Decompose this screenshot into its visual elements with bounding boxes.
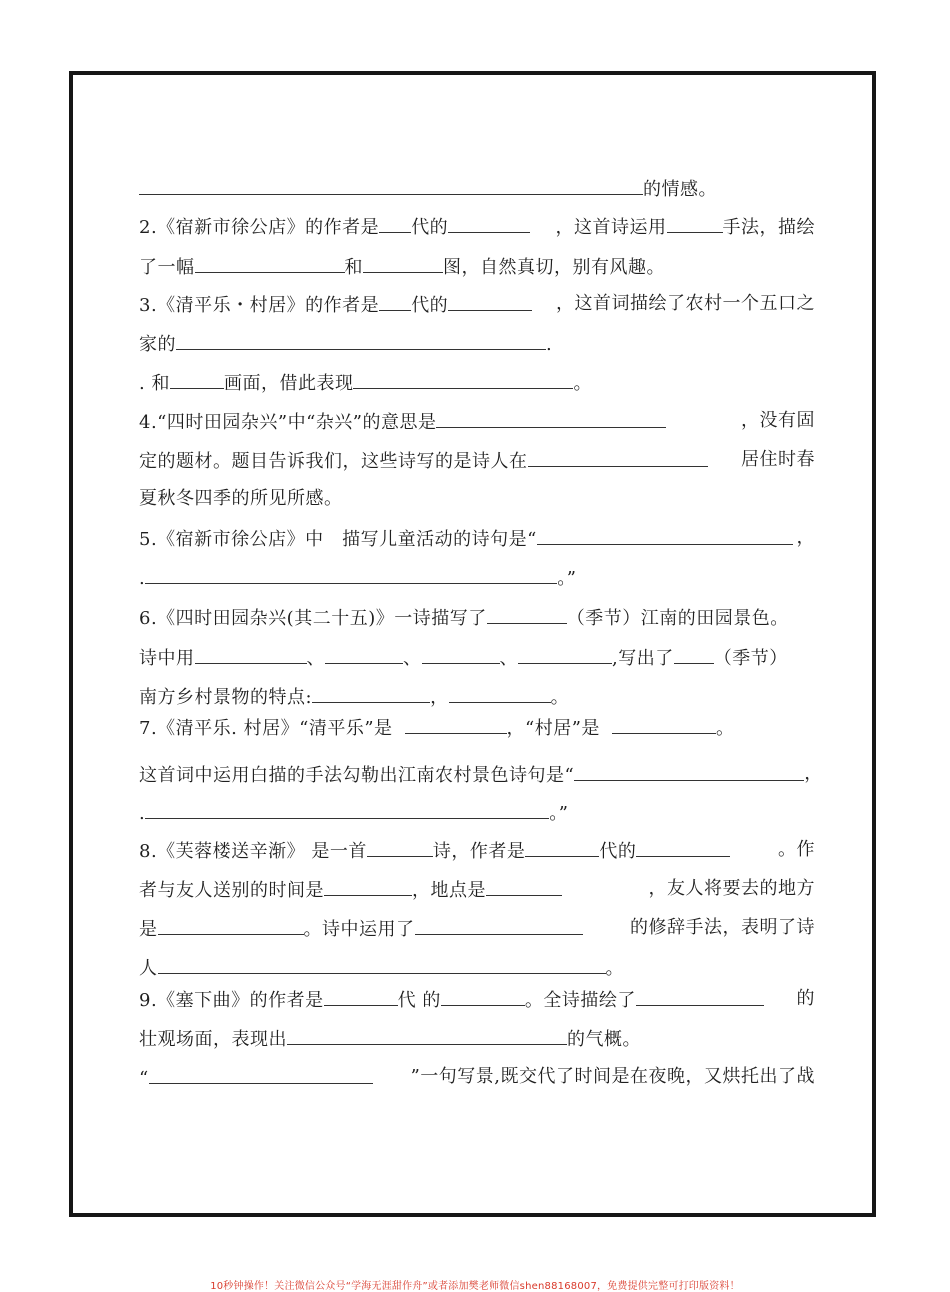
answer-blank[interactable]	[449, 684, 551, 703]
question-3-line-2	[139, 331, 815, 357]
answer-blank[interactable]	[363, 254, 443, 273]
text: .	[139, 803, 146, 824]
text: 、	[499, 648, 518, 669]
text: ，	[804, 763, 823, 784]
text: 手法，描绘	[722, 217, 815, 238]
text: ，友人将要去的地方	[648, 878, 815, 899]
answer-blank[interactable]	[415, 916, 583, 935]
question-5-line-1	[139, 526, 815, 552]
text: 。	[715, 718, 735, 739]
answer-blank[interactable]	[528, 448, 708, 467]
text: 5.《宿新市徐公店》中 描写儿童活动的诗句是“	[139, 529, 537, 550]
text: 9.《塞下曲》的作者是	[139, 990, 324, 1011]
answer-blank[interactable]	[379, 292, 411, 311]
text: 。	[573, 373, 592, 394]
text: （季节）江南的田园景色。	[566, 608, 789, 629]
question-9-line-2	[139, 1026, 815, 1052]
answer-blank[interactable]	[574, 762, 804, 781]
text: 代 的	[397, 990, 441, 1011]
answer-blank[interactable]	[636, 987, 764, 1006]
text: ，这首词描绘了农村一个五口之	[556, 293, 815, 314]
answer-blank[interactable]	[353, 370, 573, 389]
answer-blank[interactable]	[325, 645, 403, 664]
text: 和	[344, 257, 363, 278]
question-4-line-3	[139, 487, 815, 511]
answer-blank[interactable]	[379, 214, 411, 233]
text: 诗中用	[139, 648, 195, 669]
answer-blank[interactable]	[176, 331, 546, 350]
answer-blank[interactable]	[195, 254, 345, 273]
answer-blank[interactable]	[324, 987, 398, 1006]
question-3-line-1	[139, 292, 815, 318]
text: 者与友人送别的时间是	[139, 880, 324, 901]
text: 图，自然真切，别有风趣。	[443, 257, 665, 278]
question-6-line-2	[139, 645, 815, 671]
question-2-line-2	[139, 254, 815, 280]
text: 。”	[549, 803, 569, 824]
text: ，没有固	[741, 410, 815, 431]
answer-blank[interactable]	[170, 370, 224, 389]
text: . 和	[139, 373, 170, 394]
text: 的气概。	[567, 1029, 641, 1050]
text: 南方乡村景物的特点:	[139, 687, 313, 708]
text: 画面，借此表现	[223, 373, 354, 394]
answer-blank[interactable]	[612, 715, 716, 734]
text: 夏秋冬四季的所见所感。	[139, 488, 343, 509]
answer-blank[interactable]	[139, 176, 643, 195]
text: 这首词中运用白描的手法勾勒出江南农村景色诗句是“	[139, 765, 575, 786]
answer-line-q1-end	[139, 176, 815, 202]
answer-blank[interactable]	[312, 684, 430, 703]
text: 2.《宿新市徐公店》的作者是	[139, 217, 380, 238]
text: 7.《清平乐. 村居》“清平乐”是	[139, 718, 393, 739]
answer-blank[interactable]	[518, 645, 612, 664]
answer-blank[interactable]	[525, 838, 599, 857]
answer-blank[interactable]	[636, 838, 730, 857]
answer-blank[interactable]	[367, 838, 433, 857]
question-7-line-1	[139, 715, 815, 741]
text: .	[546, 334, 553, 355]
text: 家的	[139, 334, 176, 355]
answer-blank[interactable]	[667, 214, 723, 233]
question-2-line-1	[139, 214, 815, 240]
text: 代的	[411, 295, 449, 316]
text: 定的题材。题目告诉我们，这些诗写的是诗人在	[139, 451, 528, 472]
text: 。全诗描绘了	[524, 990, 636, 1011]
question-9-line-1	[139, 987, 815, 1013]
question-8-line-3	[139, 916, 815, 942]
text: 的修辞手法，表明了诗	[630, 917, 815, 938]
text: 6.《四时田园杂兴(其二十五)》一诗描写了	[139, 608, 487, 629]
text: 代的	[599, 841, 637, 862]
text: 。”	[557, 568, 577, 589]
question-8-line-2	[139, 877, 815, 903]
text: ”一句写景,既交代了时间是在夜晚，又烘托出了战	[410, 1066, 815, 1087]
question-9-line-3	[139, 1065, 815, 1091]
text: 、	[306, 648, 325, 669]
answer-blank[interactable]	[195, 645, 307, 664]
answer-blank[interactable]	[486, 877, 562, 896]
text: 4.“四时田园杂兴”中“杂兴”的意思是	[139, 412, 437, 433]
answer-blank[interactable]	[145, 565, 557, 584]
text: ，	[430, 687, 449, 708]
answer-blank[interactable]	[448, 214, 530, 233]
answer-blank[interactable]	[405, 715, 507, 734]
question-8-line-4	[139, 955, 815, 981]
text: ，地点是	[412, 880, 486, 901]
answer-blank[interactable]	[145, 800, 549, 819]
text: 了一幅	[139, 257, 195, 278]
text: 代的	[411, 217, 449, 238]
answer-blank[interactable]	[324, 877, 412, 896]
text: 3.《清平乐・村居》的作者是	[139, 295, 380, 316]
text: 。诗中运用了	[303, 919, 415, 940]
answer-blank[interactable]	[448, 292, 532, 311]
answer-blank[interactable]	[441, 987, 525, 1006]
question-6-line-1	[139, 605, 815, 631]
text: “	[139, 1068, 149, 1089]
text: 、	[403, 648, 422, 669]
answer-blank[interactable]	[158, 955, 606, 974]
question-6-line-3	[139, 684, 815, 710]
question-4-line-2	[139, 448, 815, 474]
answer-blank[interactable]	[287, 1026, 567, 1045]
question-8-line-1	[139, 838, 815, 864]
question-3-line-3	[139, 370, 815, 396]
question-4-line-1	[139, 409, 815, 435]
text: 的情感。	[643, 179, 717, 200]
text: （季节）	[713, 648, 788, 669]
text: 。	[550, 687, 570, 708]
answer-blank[interactable]	[674, 645, 714, 664]
text: 是	[139, 919, 158, 940]
text: .	[139, 568, 146, 589]
text: ，	[796, 527, 815, 548]
answer-blank[interactable]	[149, 1065, 373, 1084]
text: 的	[796, 988, 815, 1009]
text: 8.《芙蓉楼送辛渐》 是一首	[139, 841, 367, 862]
text: 。	[605, 958, 624, 979]
text: 壮观场面，表现出	[139, 1029, 287, 1050]
footer-promo-text: 10秒钟操作！关注微信公众号“学海无涯甜作舟”或者添加樊老师微信shen88168007，免费提供完整可打印版资料！	[210, 1281, 740, 1292]
answer-blank[interactable]	[436, 409, 666, 428]
question-7-line-3	[139, 800, 815, 826]
text: 人	[139, 958, 158, 979]
question-7-line-2	[139, 762, 823, 788]
text: ,写出了	[612, 648, 674, 669]
text: ，“村居”是	[506, 718, 600, 739]
text: 诗，作者是	[432, 841, 526, 862]
text: 居住时春	[741, 449, 815, 470]
answer-blank[interactable]	[158, 916, 304, 935]
answer-blank[interactable]	[537, 526, 793, 545]
question-5-line-2	[139, 565, 815, 591]
answer-blank[interactable]	[422, 645, 500, 664]
answer-blank[interactable]	[487, 605, 567, 624]
text: ，这首诗运用	[555, 217, 667, 238]
text: 。作	[778, 839, 815, 860]
